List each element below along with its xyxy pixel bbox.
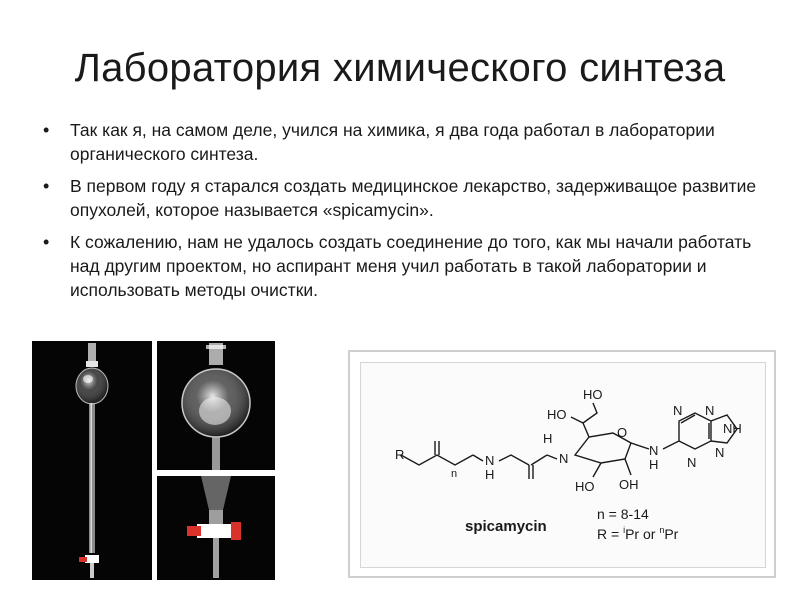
atom-label: HO bbox=[575, 479, 595, 494]
atom-label: HO bbox=[547, 407, 567, 422]
column-bulb-closeup-photo bbox=[157, 341, 275, 470]
atom-label: NH bbox=[723, 421, 742, 436]
glass-column-drawing bbox=[32, 341, 152, 580]
column-stopcock-closeup-photo bbox=[157, 476, 275, 580]
atom-label: N bbox=[649, 443, 659, 458]
bullet-text: В первом году я старался создать медицинское лекарство, задерживащое развитие опухолей, которое называется «spicamycin». bbox=[70, 176, 757, 220]
chromatography-column-photo bbox=[32, 341, 152, 580]
atom-label: O bbox=[617, 425, 628, 440]
bullet-text: Так как я, на самом деле, учился на химика, я два года работал в лаборатории органического синтеза. bbox=[70, 120, 715, 164]
atom-label: HO bbox=[583, 387, 603, 402]
atom-label: N bbox=[485, 453, 495, 468]
atom-label: N bbox=[705, 403, 715, 418]
bullet-dot: • bbox=[43, 120, 50, 140]
bullet-item bbox=[40, 174, 780, 222]
spicamycin-structure-diagram bbox=[361, 363, 765, 567]
atom-label: N bbox=[559, 451, 569, 466]
bullet-item bbox=[40, 230, 780, 302]
bullet-dot: • bbox=[43, 232, 50, 252]
bullet-item bbox=[40, 118, 780, 166]
stopcock-drawing bbox=[157, 476, 275, 580]
atom-label: OH bbox=[619, 477, 639, 492]
atom-label: H bbox=[543, 431, 553, 446]
atom-label: R bbox=[395, 447, 405, 462]
n-range-label: n = 8-14 bbox=[597, 506, 649, 522]
atom-label: N bbox=[673, 403, 683, 418]
glass-bulb-drawing bbox=[157, 341, 275, 470]
atom-label: H bbox=[649, 457, 659, 472]
bullet-list bbox=[40, 118, 780, 310]
bullet-dot: • bbox=[43, 176, 50, 196]
atom-label: N bbox=[715, 445, 725, 460]
spicamycin-structure-figure bbox=[348, 350, 776, 578]
compound-name: spicamycin bbox=[465, 518, 547, 535]
atom-label: n bbox=[451, 468, 458, 480]
atom-label: H bbox=[485, 467, 495, 482]
atom-label: N bbox=[687, 455, 697, 470]
slide-title: Лаборатория химического синтеза bbox=[74, 46, 726, 90]
structure-inner-frame bbox=[360, 362, 766, 568]
bullet-text: К сожалению, нам не удалось создать соединение до того, как мы начали работать над другим проектом, но аспирант меня учил работать в такой лаборатории и использовать методы очистки. bbox=[70, 232, 752, 300]
r-definition-label: R = $^i$Pr or $^n$Pr bbox=[597, 525, 679, 542]
